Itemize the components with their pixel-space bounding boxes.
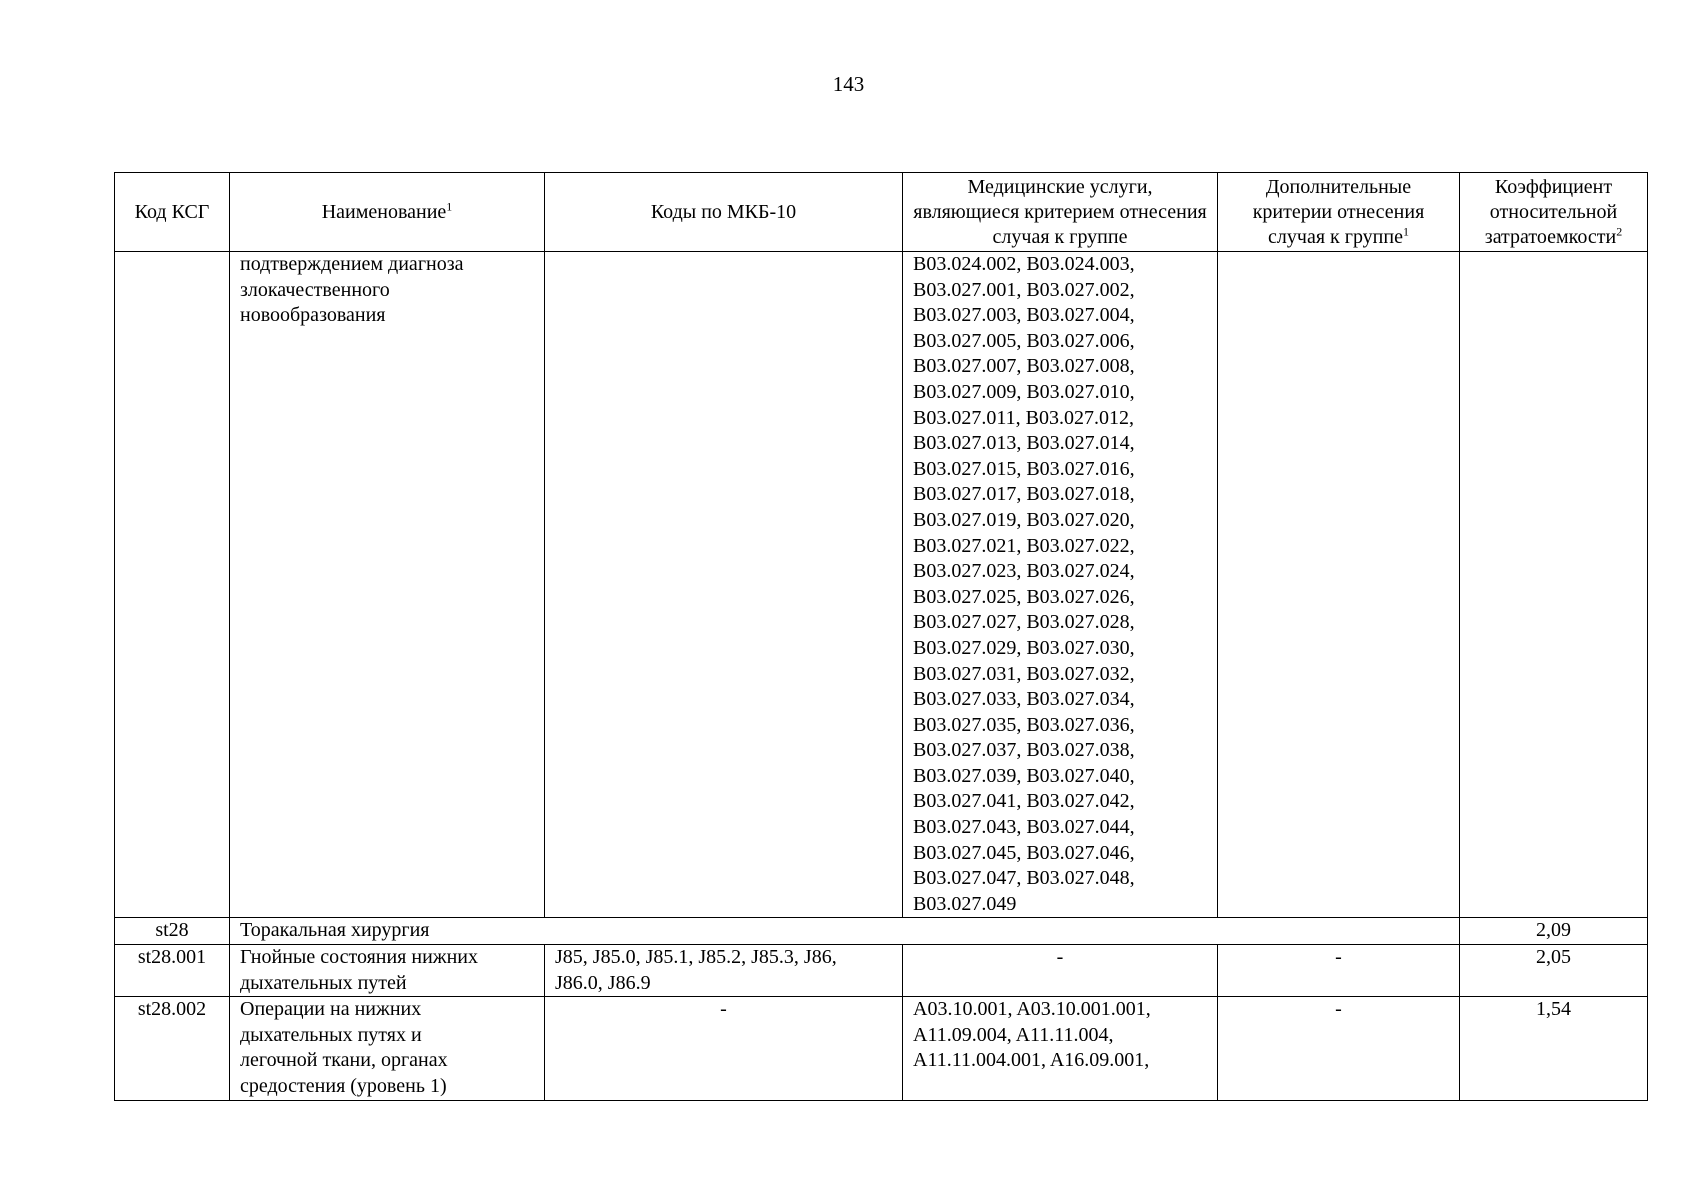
row-code	[115, 252, 230, 918]
table-header-row	[115, 173, 1648, 252]
table-row	[115, 945, 1648, 997]
row-coef	[1460, 252, 1648, 918]
row-mkb	[545, 252, 903, 918]
ksg-table	[114, 172, 1648, 1101]
row-additional: -	[1218, 997, 1460, 1100]
header-coef: Коэффициент относительной затратоемкости$^2$	[1460, 173, 1648, 252]
row-coef: 2,05	[1460, 945, 1648, 997]
table-row-group	[115, 918, 1648, 945]
page-number: 143	[832, 72, 865, 96]
table-row	[115, 997, 1648, 1100]
row-coef: 2,09	[1460, 918, 1648, 945]
header-services: Медицинские услуги, являющиеся критерием отнесения случая к группе	[903, 173, 1218, 252]
table-row	[115, 252, 1648, 918]
row-additional	[1218, 252, 1460, 918]
row-code: st28	[115, 918, 230, 945]
header-mkb: Коды по МКБ-10	[545, 173, 903, 252]
row-name: Гнойные состояния нижних дыхательных путей	[230, 945, 545, 997]
row-services: A03.10.001, A03.10.001.001, A11.09.004, A11.11.004, A11.11.004.001, A16.09.001,	[903, 997, 1218, 1100]
header-additional: Дополнительные критерии отнесения случая к группе$^1$	[1218, 173, 1460, 252]
row-name: Операции на нижних дыхательных путях и легочной ткани, органах средостения (уровень 1)	[230, 997, 545, 1100]
header-name: Наименование$^1$	[230, 173, 545, 252]
header-code: Код КСГ	[115, 173, 230, 252]
row-additional: -	[1218, 945, 1460, 997]
row-mkb: J85, J85.0, J85.1, J85.2, J85.3, J86, J86.0, J86.9	[545, 945, 903, 997]
row-services: B03.024.002, B03.024.003, B03.027.001, B03.027.002, B03.027.003, B03.027.004, B03.027.005, B03.027.006, B03.027.007, B03.027.008, B03.027.009, B03.027.010, B03.027.011, B03.027.012, B03.027.013, B03.027.014, B03.027.015, B03.027.016, B03.027.017, B03.027.018, B03.027.019, B03.027.020, B03.027.021, B03.027.022, B03.027.023, B03.027.024, B03.027.025, B03.027.026, B03.027.027, B03.027.028, B03.027.029, B03.027.030, B03.027.031, B03.027.032, B03.027.033, B03.027.034, B03.027.035, B03.027.036, B03.027.037, B03.027.038, B03.027.039, B03.027.040, B03.027.041, B03.027.042, B03.027.043, B03.027.044, B03.027.045, B03.027.046, B03.027.047, B03.027.048, B03.027.049	[903, 252, 1218, 918]
row-name: подтверждением диагноза злокачественного новообразования	[230, 252, 545, 918]
row-code: st28.002	[115, 997, 230, 1100]
row-mkb: -	[545, 997, 903, 1100]
row-name: Торакальная хирургия	[230, 918, 1460, 945]
row-services: -	[903, 945, 1218, 997]
row-code: st28.001	[115, 945, 230, 997]
row-coef: 1,54	[1460, 997, 1648, 1100]
